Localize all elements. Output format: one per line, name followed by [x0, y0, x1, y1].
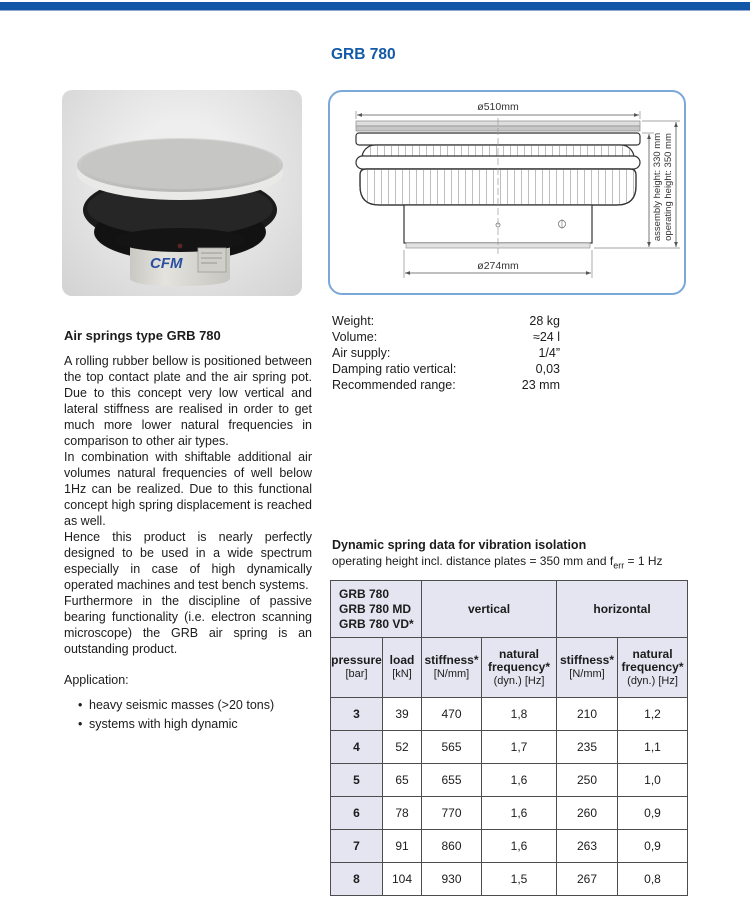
spec-row [332, 361, 560, 377]
table-row [331, 797, 688, 830]
application-item [78, 715, 312, 734]
spec-label: Volume: [332, 330, 378, 344]
technical-drawing [328, 90, 686, 295]
spec-row [332, 345, 560, 361]
table-cell: 860 [422, 830, 482, 863]
group-header-vertical: vertical [422, 581, 557, 638]
table-cell: 1,8 [482, 698, 557, 731]
assembly-height-label: assembly height: 330 mm [652, 132, 663, 242]
application-item-text: systems with high dynamic [89, 717, 238, 731]
table-cell: 104 [383, 863, 422, 896]
model-line: GRB 780 MD [339, 601, 412, 616]
table-cell: 78 [383, 797, 422, 830]
table-cell: 1,6 [482, 797, 557, 830]
spec-value: ≈24 l [532, 330, 560, 344]
group-header-horizontal: horizontal [557, 581, 688, 638]
dynamic-data-section [332, 538, 692, 570]
operating-height-label: operating height: 350 mm [663, 133, 674, 241]
column-header: natural frequency* (dyn.) [Hz] [482, 638, 557, 698]
description-paragraph: Furthermore in the discipline of passive bearing functionality (i.e. electron scanning microscope) the GRB air spring is an outstanding product. [64, 594, 312, 656]
spec-value: 0,03 [535, 362, 560, 376]
spec-row [332, 377, 560, 393]
table-cell: 65 [383, 764, 422, 797]
pressure-cell: 7 [331, 830, 383, 863]
spec-value: 28 kg [529, 314, 560, 328]
subheading-subscript: err [613, 560, 625, 571]
table-cell: 1,5 [482, 863, 557, 896]
column-header: pressure [bar] [331, 638, 383, 698]
table-row [331, 731, 688, 764]
spec-value: 23 mm [521, 378, 560, 392]
table-cell: 1,2 [618, 698, 688, 731]
description-column [64, 328, 312, 734]
pressure-cell: 4 [331, 731, 383, 764]
dynamic-data-heading: Dynamic spring data for vibration isolation [332, 538, 587, 552]
table-row [331, 830, 688, 863]
pressure-cell: 3 [331, 698, 383, 731]
column-header: natural frequency* (dyn.) [Hz] [618, 638, 688, 698]
model-line: GRB 780 VD* [339, 616, 414, 631]
spec-row [332, 329, 560, 345]
subheading-text: = 1 Hz [624, 554, 663, 568]
dim-diameter-bottom-label: ø274mm [477, 260, 519, 272]
column-header: stiffness* [N/mm] [422, 638, 482, 698]
table-cell: 263 [557, 830, 618, 863]
application-item-text: heavy seismic masses (>20 tons) [89, 698, 275, 712]
spec-label: Damping ratio vertical: [332, 362, 457, 376]
spec-row [332, 313, 560, 329]
cfm-logo: CFM [150, 255, 183, 272]
table-cell: 250 [557, 764, 618, 797]
column-header: stiffness* [N/mm] [557, 638, 618, 698]
dynamic-data-subheading [332, 554, 692, 570]
table-cell: 0,9 [618, 830, 688, 863]
spec-list [332, 313, 560, 393]
air-spring-photo-illustration [62, 90, 302, 296]
application-item [78, 696, 312, 715]
top-accent-bar [0, 2, 750, 11]
table-cell: 1,7 [482, 731, 557, 764]
table-cell: 52 [383, 731, 422, 764]
application-label: Application: [64, 673, 129, 687]
spec-label: Recommended range: [332, 378, 456, 392]
product-photo [62, 90, 302, 296]
table-cell: 260 [557, 797, 618, 830]
model-line: GRB 780 [339, 586, 390, 601]
table-cell: 1,1 [618, 731, 688, 764]
table-cell: 930 [422, 863, 482, 896]
table-cell: 470 [422, 698, 482, 731]
dynamic-spring-table [330, 580, 688, 896]
table-row [331, 863, 688, 896]
table-cell: 0,9 [618, 797, 688, 830]
table-cell: 210 [557, 698, 618, 731]
table-cell: 1,6 [482, 830, 557, 863]
spec-value: 1/4” [538, 346, 560, 360]
pressure-cell: 5 [331, 764, 383, 797]
spec-label: Air supply: [332, 346, 391, 360]
column-header: load [kN] [383, 638, 422, 698]
pressure-cell: 6 [331, 797, 383, 830]
table-header-row-columns [331, 638, 688, 698]
table-cell: 1,0 [618, 764, 688, 797]
table-cell: 91 [383, 830, 422, 863]
table-cell: 770 [422, 797, 482, 830]
model-header-cell [331, 581, 422, 638]
table-cell: 267 [557, 863, 618, 896]
table-cell: 39 [383, 698, 422, 731]
subheading-text: operating height incl. distance plates = 350 mm and f [332, 554, 614, 568]
page-title: GRB 780 [331, 46, 396, 63]
pot-label-sticker [198, 248, 226, 272]
table-cell: 235 [557, 731, 618, 764]
description-paragraph: A rolling rubber bellow is positioned between the top contact plate and the air spring pot. Due to this concept very low vertical and lateral stiffness are realised in order to get much more lower natural frequencies in comparison to other air types. [64, 354, 312, 448]
air-spring-drawing [330, 92, 684, 293]
table-header-row-groups [331, 581, 688, 638]
table-row [331, 764, 688, 797]
valve-dot [178, 244, 183, 249]
description-heading: Air springs type GRB 780 [64, 328, 221, 343]
spec-label: Weight: [332, 314, 375, 328]
description-paragraph: Hence this product is nearly perfectly designed to be used in a wide spectrum especially in case of high dynamically operated machines and test bench systems. [64, 530, 312, 592]
table-cell: 1,6 [482, 764, 557, 797]
dim-diameter-top-label: ø510mm [477, 101, 519, 113]
description-paragraph: In combination with shiftable additional air volumes natural frequencies of well below 1Hz can be realized. Due to this functional concept high spring displacement is reached as well. [64, 450, 312, 528]
pressure-cell: 8 [331, 863, 383, 896]
table-cell: 565 [422, 731, 482, 764]
application-list [78, 696, 312, 734]
table-cell: 0,8 [618, 863, 688, 896]
table-row [331, 698, 688, 731]
table-cell: 655 [422, 764, 482, 797]
